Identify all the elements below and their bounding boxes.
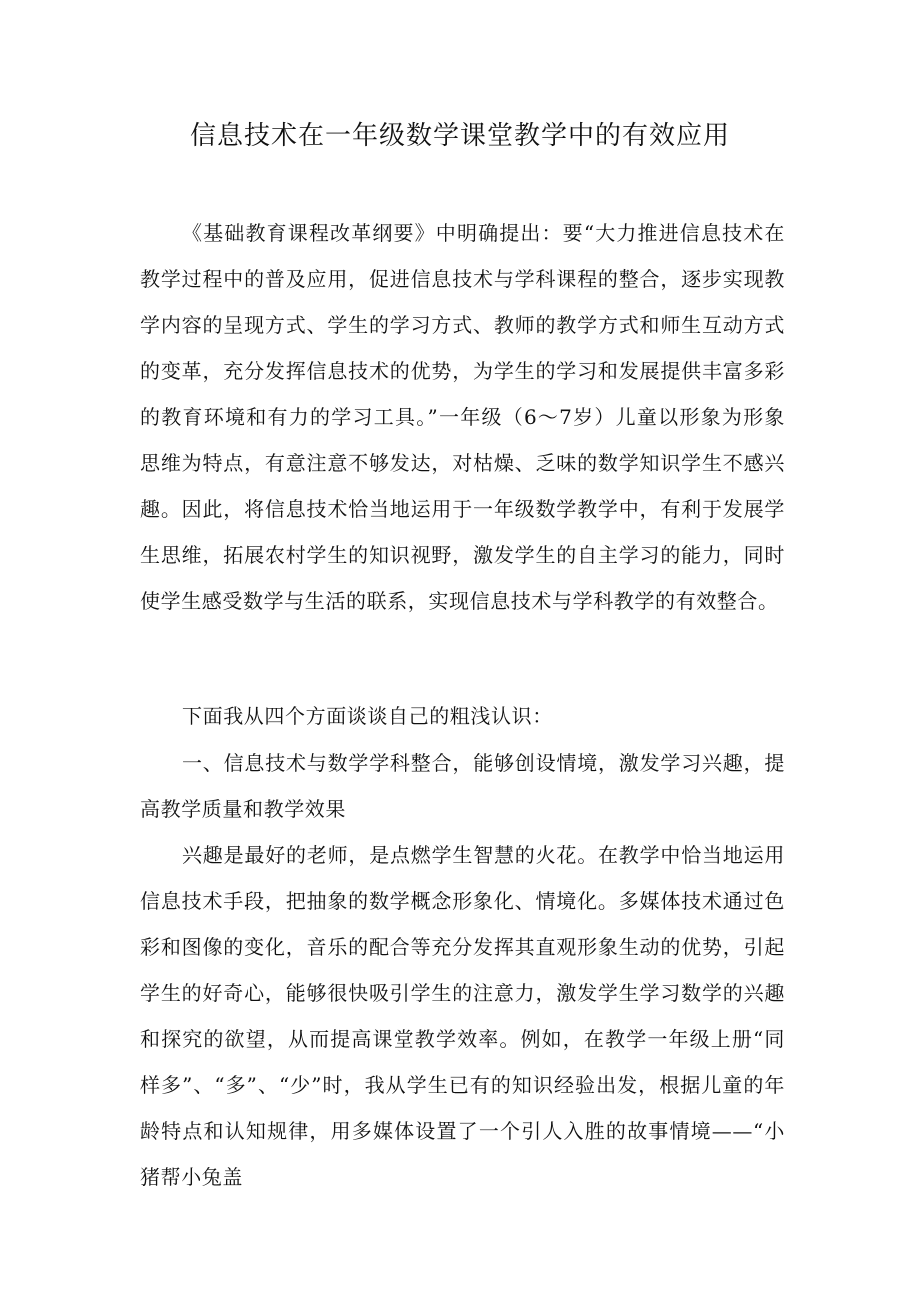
document-title: 信息技术在一年级数学课堂教学中的有效应用 [189, 121, 730, 151]
paragraph-overview: 下面我从四个方面谈谈自己的粗浅认识： [182, 704, 553, 728]
section-heading-one: 一、信息技术与数学学科整合，能够创设情境，激发学习兴趣，提高教学质量和教学效果 [140, 751, 785, 821]
paragraph-intro: 《基础教育课程改革纲要》中明确提出：要“大力推进信息技术在教学过程中的普及应用，促进信息技术与学科课程的整合，逐步实现教学内容的呈现方式、学生的学习方式、教师的教学方式和师生互动方式的变革，充分发挥信息技术的优势，为学生的学习和发展提供丰富多彩的教育环境和有力的学习工具。”一年级（6～7岁）儿童以形象为形象思维为特点，有意注意不够发达，对枯燥、乏味的数学知识学生不感兴趣。因此，将信息技术恰当地运用于一年级数学教学中，有利于发展学生思维，拓展农村学生的知识视野，激发学生的自主学习的能力，同时使学生感受数学与生活的联系，实现信息技术与学科教学的有效整合。 [140, 221, 785, 613]
paragraph-section-one-body: 兴趣是最好的老师，是点燃学生智慧的火花。在教学中恰当地运用信息技术手段，把抽象的数学概念形象化、情境化。多媒体技术通过色彩和图像的变化，音乐的配合等充分发挥其直观形象生动的优势，引起学生的好奇心，能够很快吸引学生的注意力，激发学生学习数学的兴趣和探究的欲望，从而提高课堂教学效率。例如，在教学一年级上册“同样多”、“多”、“少”时，我从学生已有的知识经验出发，根据儿童的年龄特点和认知规律，用多媒体设置了一个引人入胜的故事情境——“小猪帮小兔盖 [140, 843, 785, 1189]
